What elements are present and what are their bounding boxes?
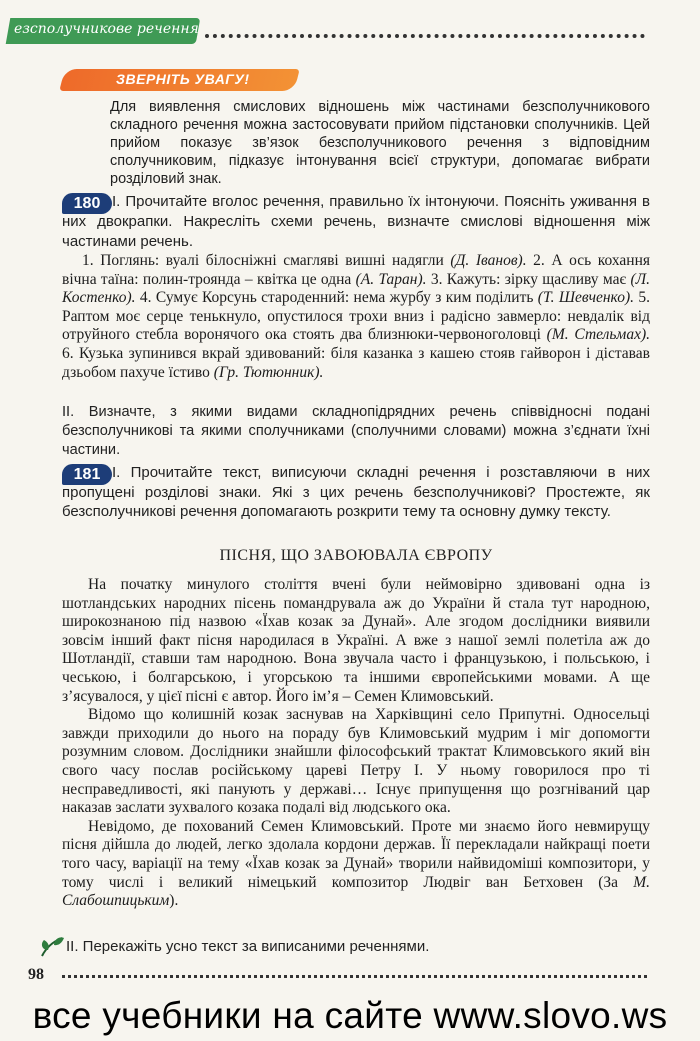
site-footer-caption: все учебники на сайте www.slovo.ws xyxy=(32,995,668,1036)
text-body xyxy=(62,576,650,911)
task-number-badge: 180 xyxy=(62,193,112,214)
sentence-2: 2. А ось кохання вічна таїна: полин-троянда – квітка це одна xyxy=(62,252,651,288)
sentence-6: 6. Кузька зупинився вкрай здивований: біля казанка з кашею стояв гайворон і діставав дзьобом пахуче їстиво xyxy=(62,344,650,381)
page-number: 98 xyxy=(28,966,44,983)
sentence-3: 3. Кажуть: зірку щасливу має xyxy=(430,270,627,288)
paragraph-2: Відомо що колишній козак заснував на Харківщині село Припутні. Односельці завжди приходили до нього на пораду був Климовський мудрим і міг допомогти розумним словом. Дослідники знайшли філософський трактат Климовського який він свого часу послав російському цареві Петру I. У ньому говорилося про ті несправедливості, які панують у державі… Існує припущення що розгніваний цар наказав заслати зухвалого козака подалі від людського ока. xyxy=(62,706,650,817)
sentence-5: 5. Раптом моє серце тенькнуло, опустилося трохи вниз і радісно завмерло: невдалік від отруйного стебла воронячого ока стоять два близнюки-червоноголовці xyxy=(62,289,650,344)
task-180-sentences xyxy=(62,252,650,382)
author-2: (А. Таран). xyxy=(355,270,427,288)
section-title: езсполучникове речення xyxy=(14,21,199,37)
task-number-badge: 181 xyxy=(62,464,112,485)
sentence-1: 1. Поглянь: вуалі білосніжні смагляві вишні надягли xyxy=(82,252,444,269)
task-181-instructions: I. Прочитайте текст, виписуючи складні речення і розставляючи в них пропущені розділові знаки. Які з цих речень безсполучникові? Простежте, як безсполучникові речення допомагають розкрити тему та основну думку тексту. xyxy=(62,464,650,520)
author-4: (Т. Шевченко). xyxy=(537,289,635,307)
author-5: (М. Стельмах). xyxy=(546,326,650,344)
author-3: (Л. Костенко). xyxy=(62,270,650,307)
leaf-icon xyxy=(38,934,66,958)
paragraph-1: На початку минулого століття вчені були неймовірно здивовані одна із шотландських народних пісень помандрувала аж до України й стала тут народною, широкознаною під назвою «Їхав козак за Дунай». Але згодом дослідники виявили зовсім інший факт пісня народилася в Україні. А вже з нашої землі полетіла аж до Шотландії, ставши там народною. Вона звучала часто і французькою, і польською, і чеською, і болгарською, і угорською та іншими європейськими мовами. А ще з’ясувалося, у цієї пісні є автор. Його ім’я – Семен Климовський. xyxy=(62,576,650,705)
task-180-part2: II. Визначте, з якими видами складнопідрядних речень співвідносні подані безсполучникові та якими сполучниками (сполучними словами) можна з’єднати їхні частини. xyxy=(62,404,650,458)
task-181-part2: II. Перекажіть усно текст за виписаними реченнями. xyxy=(66,938,430,955)
sentence-4: 4. Сумує Корсунь староденний: нема журбу з ким поділить xyxy=(139,289,534,307)
task-180-instructions: I. Прочитайте вголос речення, правильно їх інтонуючи. Поясніть уживання в них двокрапки. Накресліть схеми речень, визначте смислові відношення між частинами речень. xyxy=(62,193,650,250)
author-6: (Гр. Тютюнник). xyxy=(213,363,324,381)
paragraph-3: Невідомо, де похований Семен Климовський. Проте ми знаємо його невмирущу пісня дійшла до людей, легко здолала кордони держав. Її перекладали найкращі поети того часу, варіації на тему «Їхав козак за Дунай» творили найвидоміші композитори, у тому числі і великий німецький композитор Людвіг ван Бетховен (За М. Слабошпицьким). xyxy=(62,817,650,910)
attention-label: ЗВЕРНІТЬ УВАГУ! xyxy=(116,71,250,87)
header-dotted-rule xyxy=(205,34,645,38)
text-title: ПІСНЯ, ЩО ЗАВОЮВАЛА ЄВРОПУ xyxy=(219,547,493,564)
footer-dotted-rule xyxy=(62,975,647,978)
attention-note: Для виявлення смислових відношень між частинами безсполучникового складного речення можна застосовувати прийом підстановки сполучників. Цей прийом показує зв’язок безсполучникового речення з відповідним сполучниковим, підказує інтонування всієї структури, допомагає вибрати розділовий знак. xyxy=(110,99,650,187)
author-1: (Д. Іванов). xyxy=(450,252,527,269)
